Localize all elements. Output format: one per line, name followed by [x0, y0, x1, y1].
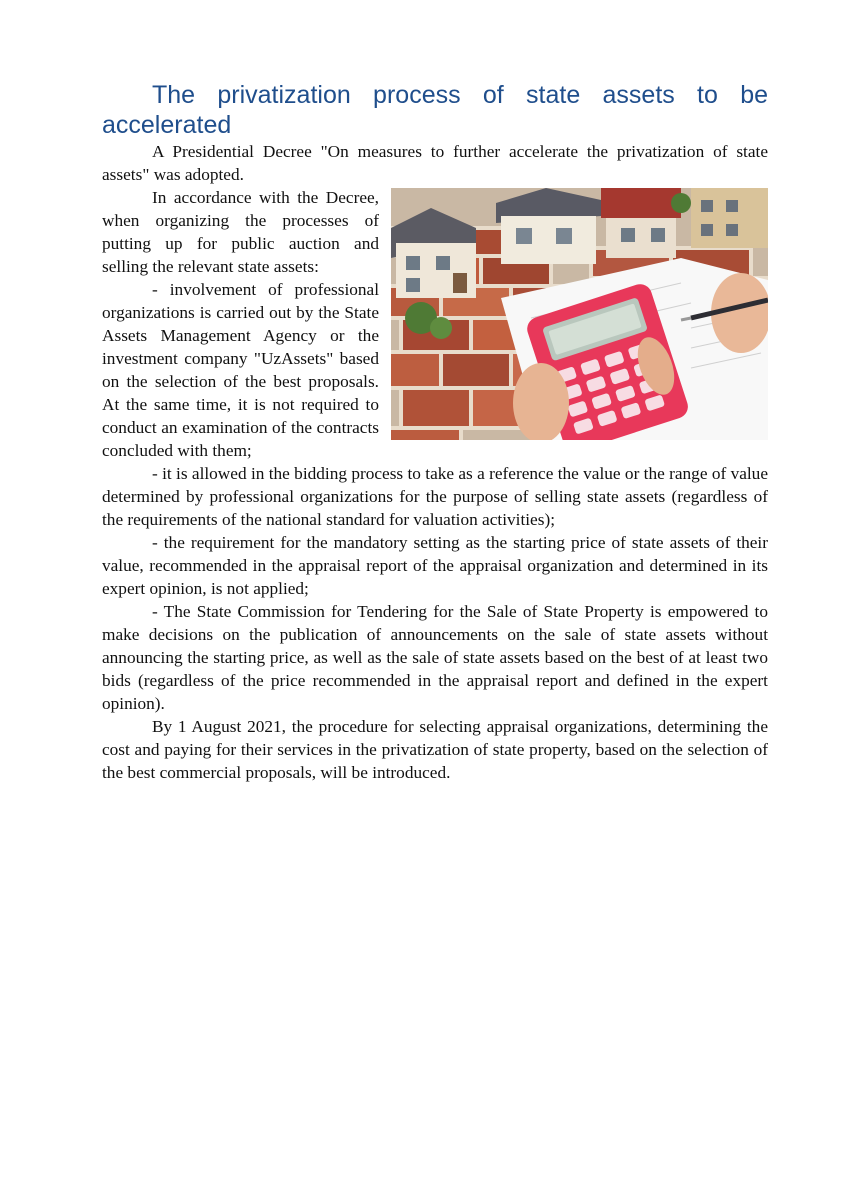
paragraph-item-1: - involvement of professional organizations is carried out by the State Assets Management Agency or the investment company "UzAssets" based on the selection of the best proposals. At the same time, it is not required to conduct an examination of the contracts concluded with them;	[102, 280, 379, 460]
document-page	[102, 80, 768, 784]
paragraph-closing: By 1 August 2021, the procedure for selecting appraisal organizations, determining the cost and paying for their services in the privatization of state property, based on the selection of the best commercial proposals, will be introduced.	[102, 717, 768, 782]
article-body	[102, 140, 768, 784]
houses-calculator-photo	[391, 188, 768, 440]
paragraph-item-4: - The State Commission for Tendering for the Sale of State Property is empowered to make decisions on the publication of announcements on the sale of state assets without announcing the starting price, as well as the sale of state assets based on the best of at least two bids (regardless of the price recommended in the appraisal report and defined in the expert opinion).	[102, 602, 768, 713]
paragraph-intro: A Presidential Decree "On measures to further accelerate the privatization of state assets" was adopted.	[102, 142, 768, 184]
paragraph-decree: In accordance with the Decree, when organizing the processes of putting up for public auction and selling the relevant state assets:	[102, 188, 379, 276]
paragraph-item-2: - it is allowed in the bidding process to take as a reference the value or the range of value determined by professional organizations for the purpose of selling state assets (regardless of the requirements of the national standard for valuation activities);	[102, 464, 768, 529]
paragraph-item-3: - the requirement for the mandatory setting as the starting price of state assets of their value, recommended in the appraisal report of the appraisal organization and determined in its expert opinion, is not applied;	[102, 533, 768, 598]
article-title: The privatization process of state assets to be accelerated	[102, 81, 768, 139]
